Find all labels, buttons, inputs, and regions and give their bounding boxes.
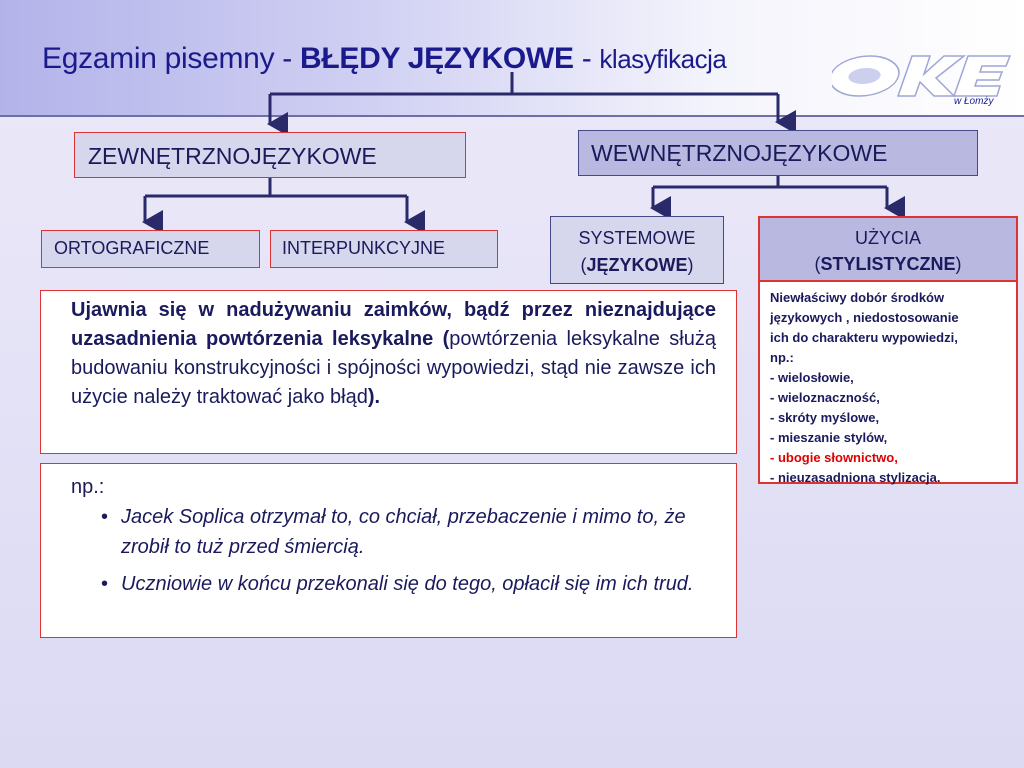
examples-list xyxy=(71,502,706,599)
example-item: • Uczniowie w końcu przekonali się do tego, opłacił się im ich trud. xyxy=(71,569,706,599)
usage-list-item: - wieloznaczność, xyxy=(770,390,880,405)
title-bold: BŁĘDY JĘZYKOWE xyxy=(300,42,574,75)
systemic-box: SYSTEMOWE (JĘZYKOWE) xyxy=(550,216,724,284)
example-item: • Jacek Soplica otrzymał to, co chciał, przebaczenie i mimo to, że zrobił to tuż przed śmiercią. xyxy=(71,502,706,562)
systemic-bold: JĘZYKOWE xyxy=(586,255,688,275)
usage-list-item: - skróty myślowe, xyxy=(770,410,880,425)
title-suffix: klasyfikacja xyxy=(599,44,727,74)
usage-box: UŻYCIA (STYLISTYCZNE) xyxy=(758,216,1018,282)
usage-list-item: - mieszanie stylów, xyxy=(770,430,888,445)
usage-intro-line: językowych , niedostosowanie xyxy=(770,310,959,325)
description-box xyxy=(40,290,737,454)
page-title: Egzamin pisemny - BŁĘDY JĘZYKOWE - klasyfikacja xyxy=(42,42,727,75)
systemic-label: SYSTEMOWE xyxy=(578,228,696,248)
punctuation-box: INTERPUNKCYJNE xyxy=(270,230,498,268)
usage-list-item: - nieuzasadniona stylizacja. xyxy=(770,470,941,485)
usage-details-list xyxy=(758,282,1018,484)
usage-list-item-highlighted: - ubogie słownictwo, xyxy=(770,450,898,465)
examples-box xyxy=(40,463,737,638)
description-bold: Ujawnia się w nadużywaniu zaimków, bądź przez nieznajdujące uzasadnienia powtórzenia leksykalne ( xyxy=(71,299,716,350)
description-end: ). xyxy=(367,386,381,408)
usage-intro-line: Niewłaściwy dobór środków xyxy=(770,290,945,305)
usage-intro-line: np.: xyxy=(770,350,794,365)
usage-bold: STYLISTYCZNE xyxy=(820,254,956,274)
orthographic-box: ORTOGRAFICZNE xyxy=(41,230,260,268)
usage-label: UŻYCIA xyxy=(854,228,921,248)
external-errors-box: ZEWNĘTRZNOJĘZYKOWE xyxy=(74,132,466,178)
logo-subtitle: w Łomży xyxy=(954,96,994,107)
usage-intro-line: ich do charakteru wypowiedzi, xyxy=(770,330,958,345)
description-text: powtórzenia leksykalne służą budowaniu konstrukcyjności i spójności wypowiedzi, stąd nie zawsze ich użycie należy traktować jako błąd xyxy=(71,328,716,408)
internal-errors-box: WEWNĘTRZNOJĘZYKOWE xyxy=(578,130,978,176)
usage-list-item: - wielosłowie, xyxy=(770,370,854,385)
examples-label: np.: xyxy=(71,476,105,498)
